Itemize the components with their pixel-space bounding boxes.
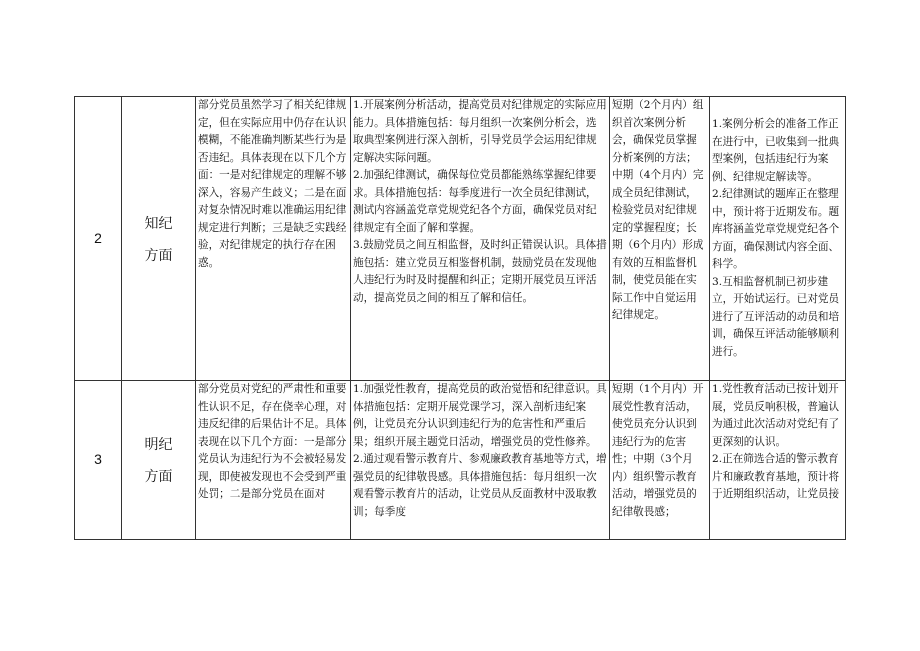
category-cell: [122, 97, 196, 381]
rectification-table: [74, 96, 846, 540]
table-row: [75, 97, 846, 381]
timeline-cell: [610, 381, 710, 540]
progress-cell: [710, 381, 846, 540]
category-label-line1: 明纪: [144, 436, 173, 452]
timeline-text: 短期（2个月内）组织首次案例分析会，确保党员掌握分析案例的方法；中期（4个月内）完成全员纪律测试，检验党员对纪律规定的掌握程度；长期（6个月内）形成有效的互相监督机制，使党员能在实际工作中自觉运用纪律规定。: [612, 99, 704, 321]
measures-cell: [351, 381, 610, 540]
progress-cell: [710, 97, 846, 381]
row-number: 3: [75, 381, 122, 540]
category-cell: [122, 381, 196, 540]
category-label-line2: 方面: [144, 246, 173, 263]
category-label-line2: 方面: [144, 468, 173, 484]
progress-text: 1.案例分析会的准备工作正在进行中，已收集到一批典型案例，包括违纪行为案例、纪律规定解读等。 2.纪律测试的题库正在整理中，预计将于近期发布。题库将涵盖党章党规党纪各个方面，确保测试内容全面、科学。 3.互相监督机制已初步建立，开始试运行。已对党员进行了互评活动的动员和培训，确保互评活动能够顺利进行。: [712, 118, 840, 358]
problem-text: 部分党员对党纪的严肃性和重要性认识不足，存在侥幸心理，对违反纪律的后果估计不足。具体表现在以下几个方面：一是部分党员认为违纪行为不会被轻易发现，即使被发现也不会受到严重处罚；二是部分党员在面对: [198, 383, 347, 500]
timeline-cell: [610, 97, 710, 381]
problem-cell: [196, 381, 351, 540]
problem-text: 部分党员虽然学习了相关纪律规定，但在实际应用中仍存在认识模糊，不能准确判断某些行为是否违纪。具体表现在以下几个方面：一是对纪律规定的理解不够深入，容易产生歧义；二是在面对复杂情况时难以准确运用纪律规定进行判断；三是缺乏实践经验，对纪律规定的执行存在困惑。: [198, 99, 347, 269]
table-row: [75, 381, 846, 540]
measures-text: 1.加强党性教育，提高党员的政治觉悟和纪律意识。具体措施包括：定期开展党课学习，深入剖析违纪案例，让党员充分认识到违纪行为的危害性和严重后果；组织开展主题党日活动，增强党员的党性修养。 2.通过观看警示教育片、参观廉政教育基地等方式，增强党员的纪律敬畏感。具体措施包括：每月组织一次观看警示教育片的活动，让党员从反面教材中汲取教训；每季度: [353, 383, 607, 518]
category-label-line1: 知纪: [144, 214, 173, 231]
measures-text: 1.开展案例分析活动，提高党员对纪律规定的实际应用能力。具体措施包括：每月组织一次案例分析会，选取典型案例进行深入剖析，引导党员学会运用纪律规定解决实际问题。 2.加强纪律测试，确保每位党员都能熟练掌握纪律要求。具体措施包括：每季度进行一次全员纪律测试，测试内容涵盖党章党规党纪各个方面，确保党员对纪律规定有全面了解和掌握。 3.鼓励党员之间互相监督，及时纠正错误认识。具体措施包括：建立党员互相鉴督机制，鼓励党员在发现他人违纪行为时及时提醒和纠正；定期开展党员互评活动，提高党员之间的相互了解和信任。: [353, 99, 607, 304]
timeline-text: 短期（1个月内）开展党性教育活动，使党员充分认识到违纪行为的危害性；中期（3个月内）组织警示教育活动，增强党员的纪律敬畏感；: [612, 383, 704, 518]
row-number: 2: [75, 97, 122, 381]
measures-cell: [351, 97, 610, 381]
progress-text: 1.党性教育活动已按计划开展，党员反响积极，普遍认为通过此次活动对党纪有了更深刻的认识。 2.正在筛选合适的警示教育片和廉政教育基地，预计将于近期组织活动，让党员接: [712, 383, 840, 500]
problem-cell: [196, 97, 351, 381]
